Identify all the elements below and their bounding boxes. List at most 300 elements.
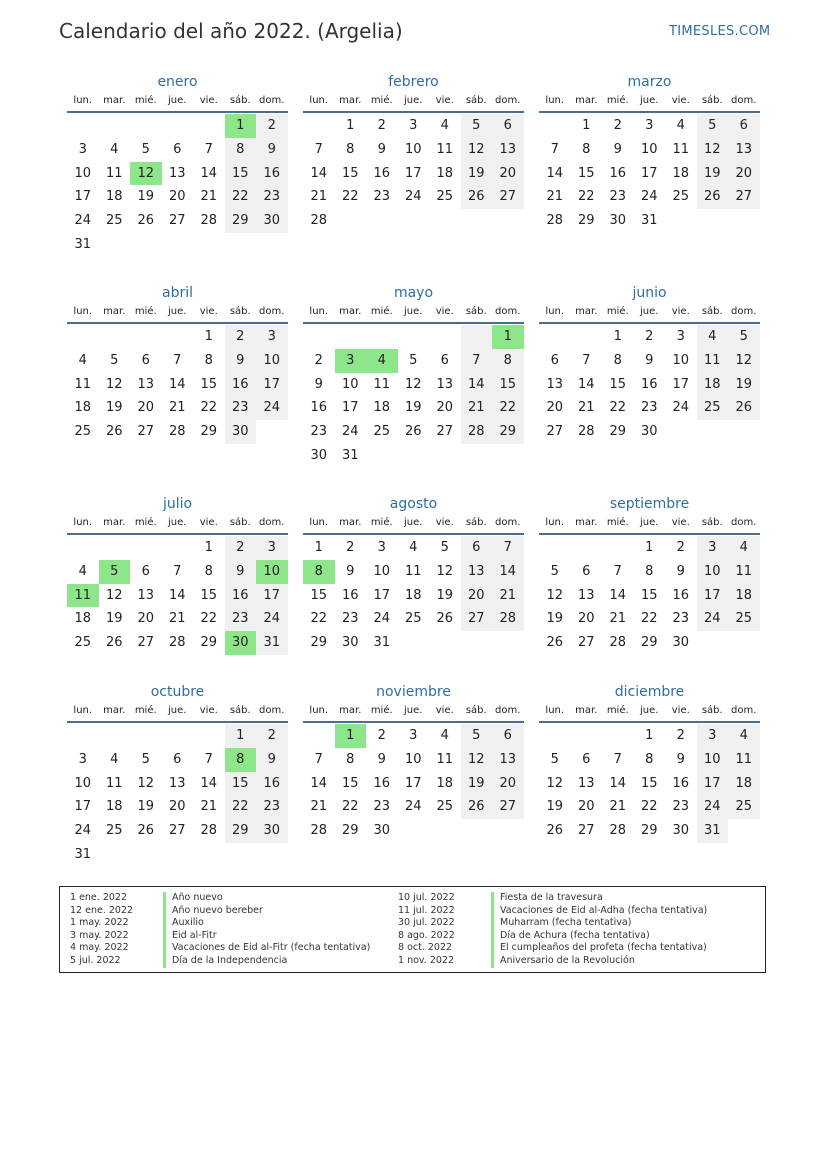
day-cell[interactable]: 16 [672,775,690,791]
day-cell[interactable]: 5 [550,563,559,579]
day-cell[interactable]: 24 [640,189,658,205]
day-cell[interactable]: 17 [672,376,690,392]
day-cell[interactable]: 7 [173,352,182,368]
day-cell[interactable]: 8 [582,141,591,157]
day-cell[interactable]: 19 [137,189,155,205]
day-cell[interactable]: 17 [256,584,288,608]
day-cell[interactable]: 5 [110,352,119,368]
day-cell[interactable]: 26 [105,424,123,440]
day-cell[interactable]: 20 [577,611,595,627]
day-cell[interactable]: 24 [256,396,288,420]
day-cell[interactable]: 5 [440,540,449,555]
day-cell[interactable]: 7 [173,563,182,579]
day-cell[interactable]: 8 [204,563,213,579]
day-cell[interactable]: 25 [728,795,760,819]
day-cell[interactable]: 30 [373,823,391,839]
day-cell[interactable]: 18 [404,587,422,603]
day-cell[interactable]: 21 [310,189,328,205]
day-cell[interactable]: 14 [200,775,218,791]
day-cell[interactable]: 3 [409,728,418,743]
day-cell[interactable]: 19 [546,799,564,815]
day-cell[interactable]: 2 [377,118,386,133]
day-cell[interactable]: 20 [137,611,155,627]
day-cell[interactable]: 9 [225,349,257,373]
holiday-day-cell[interactable]: 8 [303,560,335,584]
holiday-day-cell[interactable]: 4 [366,349,398,373]
day-cell[interactable]: 16 [672,587,690,603]
day-cell[interactable]: 21 [200,799,218,815]
day-cell[interactable]: 25 [105,823,123,839]
day-cell[interactable]: 16 [373,775,391,791]
day-cell[interactable]: 24 [74,823,92,839]
day-cell[interactable]: 18 [728,772,760,796]
day-cell[interactable]: 17 [74,189,92,205]
day-cell[interactable]: 5 [550,751,559,767]
day-cell[interactable]: 11 [436,751,454,767]
day-cell[interactable]: 6 [173,141,182,157]
day-cell[interactable]: 20 [461,584,493,608]
day-cell[interactable]: 25 [436,799,454,815]
day-cell[interactable]: 27 [168,823,186,839]
day-cell[interactable]: 9 [225,560,257,584]
day-cell[interactable]: 12 [105,376,123,392]
day-cell[interactable]: 28 [200,823,218,839]
day-cell[interactable]: 26 [137,823,155,839]
day-cell[interactable]: 6 [173,751,182,767]
day-cell[interactable]: 10 [373,563,391,579]
day-cell[interactable]: 1 [582,118,591,133]
day-cell[interactable]: 15 [225,162,257,186]
day-cell[interactable]: 29 [225,209,257,233]
day-cell[interactable]: 11 [74,376,92,392]
day-cell[interactable]: 2 [676,728,685,743]
day-cell[interactable]: 24 [341,424,359,440]
day-cell[interactable]: 9 [256,748,288,772]
day-cell[interactable]: 23 [341,611,359,627]
day-cell[interactable]: 12 [728,349,760,373]
day-cell[interactable]: 22 [640,611,658,627]
day-cell[interactable]: 3 [256,325,288,349]
day-cell[interactable]: 13 [546,376,564,392]
day-cell[interactable]: 7 [314,751,323,767]
day-cell[interactable]: 31 [256,631,288,655]
day-cell[interactable]: 29 [200,424,218,440]
day-cell[interactable]: 28 [310,213,328,229]
day-cell[interactable]: 29 [640,823,658,839]
day-cell[interactable]: 13 [461,560,493,584]
day-cell[interactable]: 5 [461,724,493,748]
day-cell[interactable]: 11 [105,165,123,181]
day-cell[interactable]: 28 [492,607,524,631]
holiday-day-cell[interactable]: 8 [225,748,257,772]
day-cell[interactable]: 28 [200,213,218,229]
day-cell[interactable]: 3 [78,751,87,767]
day-cell[interactable]: 25 [672,189,690,205]
day-cell[interactable]: 25 [373,424,391,440]
day-cell[interactable]: 26 [546,823,564,839]
day-cell[interactable]: 9 [346,563,355,579]
day-cell[interactable]: 5 [461,114,493,138]
day-cell[interactable]: 14 [609,587,627,603]
day-cell[interactable]: 20 [492,772,524,796]
day-cell[interactable]: 30 [341,635,359,651]
day-cell[interactable]: 8 [645,751,654,767]
day-cell[interactable]: 17 [640,165,658,181]
day-cell[interactable]: 7 [613,751,622,767]
day-cell[interactable]: 31 [373,635,391,651]
day-cell[interactable]: 25 [728,607,760,631]
day-cell[interactable]: 12 [461,138,493,162]
day-cell[interactable]: 12 [461,748,493,772]
day-cell[interactable]: 30 [256,209,288,233]
day-cell[interactable]: 17 [373,587,391,603]
day-cell[interactable]: 15 [341,775,359,791]
day-cell[interactable]: 22 [200,611,218,627]
day-cell[interactable]: 7 [204,141,213,157]
day-cell[interactable]: 13 [577,587,595,603]
day-cell[interactable]: 21 [546,189,564,205]
day-cell[interactable]: 24 [697,795,729,819]
day-cell[interactable]: 13 [492,748,524,772]
day-cell[interactable]: 14 [577,376,595,392]
day-cell[interactable]: 3 [697,724,729,748]
day-cell[interactable]: 28 [546,213,564,229]
day-cell[interactable]: 8 [346,751,355,767]
day-cell[interactable]: 22 [577,189,595,205]
day-cell[interactable]: 18 [74,611,92,627]
day-cell[interactable]: 21 [168,611,186,627]
day-cell[interactable]: 23 [640,400,658,416]
day-cell[interactable]: 9 [314,376,323,392]
day-cell[interactable]: 28 [168,635,186,651]
day-cell[interactable]: 3 [78,141,87,157]
day-cell[interactable]: 4 [409,540,418,555]
day-cell[interactable]: 5 [697,114,729,138]
day-cell[interactable]: 29 [609,424,627,440]
day-cell[interactable]: 14 [492,560,524,584]
day-cell[interactable]: 14 [168,376,186,392]
day-cell[interactable]: 24 [74,213,92,229]
day-cell[interactable]: 8 [225,138,257,162]
day-cell[interactable]: 18 [74,400,92,416]
day-cell[interactable]: 23 [225,396,257,420]
day-cell[interactable]: 28 [168,424,186,440]
day-cell[interactable]: 10 [74,775,92,791]
day-cell[interactable]: 11 [728,560,760,584]
day-cell[interactable]: 22 [310,611,328,627]
day-cell[interactable]: 24 [256,607,288,631]
day-cell[interactable]: 9 [256,138,288,162]
day-cell[interactable]: 8 [346,141,355,157]
holiday-day-cell[interactable]: 5 [99,560,131,584]
day-cell[interactable]: 7 [461,349,493,373]
day-cell[interactable]: 6 [550,352,559,368]
day-cell[interactable]: 18 [373,400,391,416]
day-cell[interactable]: 3 [409,118,418,133]
day-cell[interactable]: 1 [645,728,654,743]
day-cell[interactable]: 16 [225,373,257,397]
day-cell[interactable]: 11 [728,748,760,772]
day-cell[interactable]: 23 [225,607,257,631]
day-cell[interactable]: 3 [697,536,729,560]
day-cell[interactable]: 13 [137,376,155,392]
day-cell[interactable]: 2 [256,114,288,138]
day-cell[interactable]: 24 [404,799,422,815]
day-cell[interactable]: 19 [404,400,422,416]
day-cell[interactable]: 29 [200,635,218,651]
day-cell[interactable]: 21 [200,189,218,205]
day-cell[interactable]: 19 [461,162,493,186]
day-cell[interactable]: 25 [436,189,454,205]
day-cell[interactable]: 8 [204,352,213,368]
day-cell[interactable]: 29 [640,635,658,651]
day-cell[interactable]: 1 [204,540,213,555]
day-cell[interactable]: 4 [440,728,449,743]
day-cell[interactable]: 23 [373,189,391,205]
day-cell[interactable]: 30 [609,213,627,229]
day-cell[interactable]: 14 [310,165,328,181]
holiday-day-cell[interactable]: 1 [225,114,257,138]
day-cell[interactable]: 17 [256,373,288,397]
day-cell[interactable]: 15 [225,772,257,796]
day-cell[interactable]: 30 [672,823,690,839]
day-cell[interactable]: 3 [676,329,685,344]
day-cell[interactable]: 27 [546,424,564,440]
holiday-day-cell[interactable]: 1 [492,325,524,349]
day-cell[interactable]: 24 [373,611,391,627]
day-cell[interactable]: 20 [168,189,186,205]
day-cell[interactable]: 31 [74,846,92,862]
day-cell[interactable]: 5 [409,352,418,368]
day-cell[interactable]: 25 [697,396,729,420]
day-cell[interactable]: 15 [492,373,524,397]
day-cell[interactable]: 26 [461,795,493,819]
day-cell[interactable]: 14 [200,165,218,181]
day-cell[interactable]: 25 [105,213,123,229]
day-cell[interactable]: 16 [256,772,288,796]
day-cell[interactable]: 8 [613,352,622,368]
day-cell[interactable]: 19 [461,772,493,796]
day-cell[interactable]: 17 [697,772,729,796]
day-cell[interactable]: 24 [672,400,690,416]
day-cell[interactable]: 7 [550,141,559,157]
day-cell[interactable]: 21 [310,799,328,815]
day-cell[interactable]: 4 [697,325,729,349]
day-cell[interactable]: 10 [404,751,422,767]
day-cell[interactable]: 11 [697,349,729,373]
day-cell[interactable]: 8 [492,349,524,373]
day-cell[interactable]: 3 [377,540,386,555]
day-cell[interactable]: 19 [105,400,123,416]
day-cell[interactable]: 4 [78,563,87,579]
day-cell[interactable]: 19 [697,162,729,186]
day-cell[interactable]: 10 [672,352,690,368]
day-cell[interactable]: 18 [697,373,729,397]
day-cell[interactable]: 28 [609,635,627,651]
day-cell[interactable]: 18 [728,584,760,608]
day-cell[interactable]: 28 [310,823,328,839]
day-cell[interactable]: 13 [577,775,595,791]
day-cell[interactable]: 2 [613,118,622,133]
day-cell[interactable]: 6 [440,352,449,368]
day-cell[interactable]: 30 [640,424,658,440]
day-cell[interactable]: 10 [640,141,658,157]
day-cell[interactable]: 27 [137,424,155,440]
day-cell[interactable]: 21 [492,584,524,608]
day-cell[interactable]: 16 [373,165,391,181]
day-cell[interactable]: 4 [440,118,449,133]
day-cell[interactable]: 19 [105,611,123,627]
day-cell[interactable]: 22 [225,185,257,209]
day-cell[interactable]: 16 [225,584,257,608]
day-cell[interactable]: 16 [310,400,328,416]
day-cell[interactable]: 24 [404,189,422,205]
day-cell[interactable]: 20 [436,400,454,416]
day-cell[interactable]: 4 [78,352,87,368]
day-cell[interactable]: 9 [613,141,622,157]
day-cell[interactable]: 15 [577,165,595,181]
day-cell[interactable]: 3 [256,536,288,560]
day-cell[interactable]: 11 [436,141,454,157]
day-cell[interactable]: 7 [582,352,591,368]
day-cell[interactable]: 31 [74,236,92,252]
day-cell[interactable]: 5 [141,751,150,767]
day-cell[interactable]: 9 [676,563,685,579]
day-cell[interactable]: 27 [492,185,524,209]
day-cell[interactable]: 13 [728,138,760,162]
day-cell[interactable]: 12 [436,563,454,579]
day-cell[interactable]: 2 [645,329,654,344]
day-cell[interactable]: 16 [341,587,359,603]
day-cell[interactable]: 26 [461,185,493,209]
day-cell[interactable]: 19 [546,611,564,627]
day-cell[interactable]: 7 [204,751,213,767]
day-cell[interactable]: 20 [492,162,524,186]
day-cell[interactable]: 22 [341,799,359,815]
day-cell[interactable]: 16 [609,165,627,181]
day-cell[interactable]: 17 [341,400,359,416]
day-cell[interactable]: 17 [74,799,92,815]
day-cell[interactable]: 27 [436,424,454,440]
day-cell[interactable]: 12 [105,587,123,603]
brand-logo[interactable]: TIMESLES.COM [669,24,771,39]
day-cell[interactable]: 14 [546,165,564,181]
day-cell[interactable]: 19 [137,799,155,815]
day-cell[interactable]: 9 [645,352,654,368]
day-cell[interactable]: 28 [461,420,493,444]
day-cell[interactable]: 13 [168,165,186,181]
day-cell[interactable]: 12 [697,138,729,162]
day-cell[interactable]: 23 [609,189,627,205]
day-cell[interactable]: 27 [577,635,595,651]
day-cell[interactable]: 6 [582,751,591,767]
holiday-day-cell[interactable]: 30 [225,631,257,655]
day-cell[interactable]: 15 [640,587,658,603]
day-cell[interactable]: 6 [141,563,150,579]
day-cell[interactable]: 11 [105,775,123,791]
day-cell[interactable]: 21 [609,611,627,627]
day-cell[interactable]: 18 [672,165,690,181]
holiday-day-cell[interactable]: 11 [67,584,99,608]
day-cell[interactable]: 7 [613,563,622,579]
day-cell[interactable]: 6 [728,114,760,138]
day-cell[interactable]: 22 [341,189,359,205]
day-cell[interactable]: 8 [645,563,654,579]
day-cell[interactable]: 10 [697,748,729,772]
day-cell[interactable]: 26 [697,185,729,209]
day-cell[interactable]: 4 [110,141,119,157]
day-cell[interactable]: 10 [341,376,359,392]
day-cell[interactable]: 23 [672,611,690,627]
day-cell[interactable]: 31 [341,447,359,463]
day-cell[interactable]: 28 [577,424,595,440]
day-cell[interactable]: 14 [310,775,328,791]
holiday-day-cell[interactable]: 1 [335,724,367,748]
day-cell[interactable]: 12 [137,775,155,791]
day-cell[interactable]: 12 [546,775,564,791]
day-cell[interactable]: 30 [256,819,288,843]
day-cell[interactable]: 29 [577,213,595,229]
day-cell[interactable]: 13 [492,138,524,162]
day-cell[interactable]: 14 [461,373,493,397]
day-cell[interactable]: 23 [310,424,328,440]
day-cell[interactable]: 4 [728,536,760,560]
day-cell[interactable]: 15 [640,775,658,791]
day-cell[interactable]: 22 [200,400,218,416]
day-cell[interactable]: 25 [74,424,92,440]
day-cell[interactable]: 20 [137,400,155,416]
day-cell[interactable]: 12 [404,376,422,392]
day-cell[interactable]: 15 [609,376,627,392]
day-cell[interactable]: 4 [728,724,760,748]
day-cell[interactable]: 29 [341,823,359,839]
day-cell[interactable]: 23 [256,795,288,819]
day-cell[interactable]: 4 [676,118,685,133]
day-cell[interactable]: 24 [697,607,729,631]
day-cell[interactable]: 3 [645,118,654,133]
day-cell[interactable]: 26 [137,213,155,229]
day-cell[interactable]: 6 [141,352,150,368]
day-cell[interactable]: 18 [436,775,454,791]
day-cell[interactable]: 30 [225,420,257,444]
day-cell[interactable]: 26 [546,635,564,651]
day-cell[interactable]: 1 [204,329,213,344]
day-cell[interactable]: 21 [461,396,493,420]
day-cell[interactable]: 6 [582,563,591,579]
day-cell[interactable]: 13 [137,587,155,603]
day-cell[interactable]: 13 [168,775,186,791]
day-cell[interactable]: 22 [640,799,658,815]
day-cell[interactable]: 9 [676,751,685,767]
day-cell[interactable]: 20 [728,162,760,186]
day-cell[interactable]: 26 [105,635,123,651]
day-cell[interactable]: 20 [546,400,564,416]
day-cell[interactable]: 23 [256,185,288,209]
day-cell[interactable]: 1 [225,724,257,748]
day-cell[interactable]: 6 [492,114,524,138]
day-cell[interactable]: 29 [492,420,524,444]
day-cell[interactable]: 18 [436,165,454,181]
day-cell[interactable]: 2 [225,325,257,349]
day-cell[interactable]: 23 [373,799,391,815]
day-cell[interactable]: 27 [728,185,760,209]
day-cell[interactable]: 29 [310,635,328,651]
day-cell[interactable]: 9 [377,141,386,157]
day-cell[interactable]: 10 [74,165,92,181]
day-cell[interactable]: 13 [436,376,454,392]
day-cell[interactable]: 26 [728,396,760,420]
day-cell[interactable]: 1 [346,118,355,133]
